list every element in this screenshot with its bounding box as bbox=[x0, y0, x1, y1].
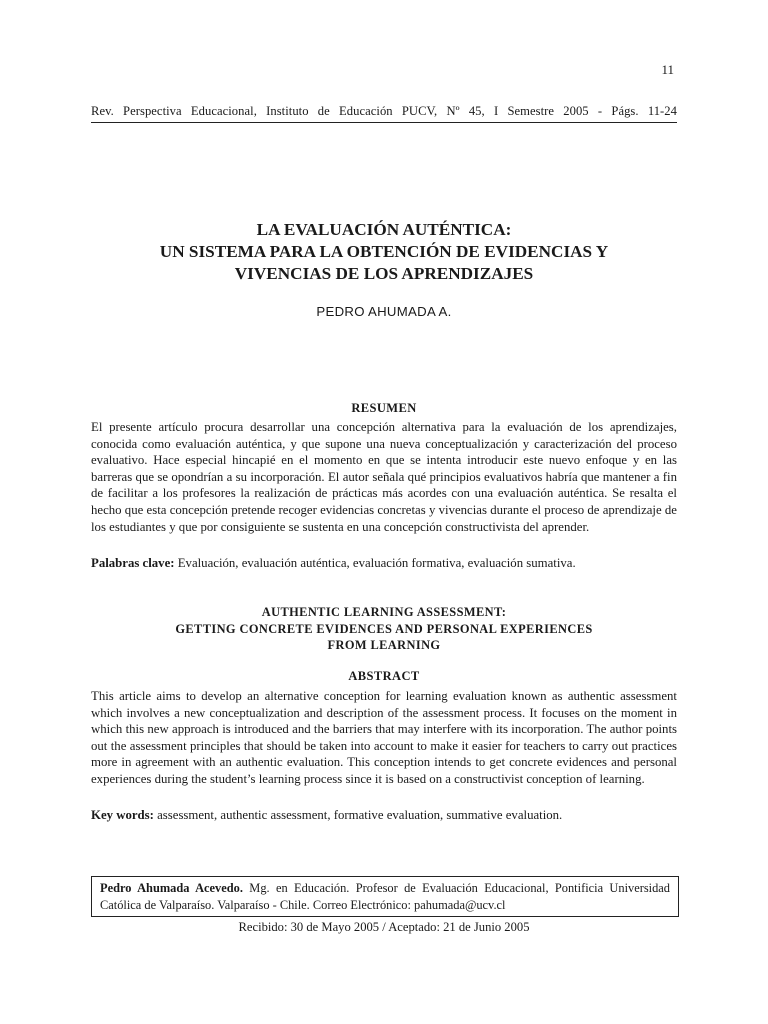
resumen-heading: RESUMEN bbox=[351, 401, 417, 415]
abstract-heading: ABSTRACT bbox=[348, 669, 420, 683]
running-header: Rev. Perspectiva Educacional, Instituto de Educación PUCV, Nº 45, I Semestre 2005 - Págs. 11-24 bbox=[91, 104, 677, 118]
title-line-1: LA EVALUACIÓN AUTÉNTICA: bbox=[256, 220, 512, 239]
english-title-line-3: FROM LEARNING bbox=[327, 638, 441, 653]
author-note-text: Mg. en Educación. Profesor de Evaluación Educacional, Pontificia Universidad Católica de Valparaíso. Valparaíso - Chile. Correo Electrónico: pahumada@ucv.cl bbox=[100, 881, 670, 912]
author-note-box bbox=[91, 876, 679, 917]
author-note-name: Pedro Ahumada Acevedo. bbox=[100, 881, 243, 895]
received-dates: Recibido: 30 de Mayo 2005 / Aceptado: 21 de Junio 2005 bbox=[238, 920, 530, 934]
keywords-label: Palabras clave: bbox=[91, 556, 175, 570]
header-rule bbox=[91, 122, 677, 123]
page-number: 11 bbox=[661, 62, 674, 77]
resumen-text: El presente artículo procura desarrollar una concepción alternativa para la evaluación de los aprendizajes, conocida como evaluación auténtica, y que supone una nueva conceptualización y caracterización del proceso evaluativo. Hace especial hincapié en el momento en que se intenta introducir este nuevo enfoque y en las barreras que se opondrían a su incorporación. El autor señala qué principios evaluativos habría que mantener a fin de facilitar a los profesores la realización de prácticas más acordes con una evaluación auténtica. Se resalta el hecho que esta concepción pretende recoger evidencias concretas y vivencias durante el proceso de aprendizaje de los estudiantes y que por consiguiente se sustenta en una concepción constructivista del aprender. bbox=[91, 420, 677, 534]
title-line-3: VIVENCIAS DE LOS APRENDIZAJES bbox=[234, 264, 534, 283]
english-title bbox=[91, 604, 677, 654]
abstract-text: This article aims to develop an alternative conception for learning evaluation known as authentic assessment which involves a new conceptualization and description of the assessment process. It focuses on the moment in which this new approach is introduced and the barriers that may interfere with its incorporation. The author points out the assessment principles that should be taken into account to make it easier for teachers to carry out practices more in agreement with an authentic evaluation. This conception intends to get concrete evidences and personal experiences during the student’s learning process since it is based on a constructivist conception of learning. bbox=[91, 689, 677, 786]
author-name: PEDRO AHUMADA A. bbox=[316, 304, 452, 319]
keywords-list: Evaluación, evaluación auténtica, evaluación formativa, evaluación sumativa. bbox=[177, 556, 576, 570]
abstract-keywords bbox=[91, 807, 677, 824]
keywords-list-en: assessment, authentic assessment, formative evaluation, summative evaluation. bbox=[157, 808, 563, 822]
keywords-label-en: Key words: bbox=[91, 808, 154, 822]
resumen-keywords bbox=[91, 555, 677, 572]
title-line-2: UN SISTEMA PARA LA OBTENCIÓN DE EVIDENCIAS Y bbox=[159, 242, 609, 261]
article-title bbox=[91, 219, 677, 285]
english-title-line-1: AUTHENTIC LEARNING ASSESSMENT: bbox=[261, 605, 507, 619]
english-title-line-2: GETTING CONCRETE EVIDENCES AND PERSONAL EXPERIENCES bbox=[175, 621, 593, 636]
